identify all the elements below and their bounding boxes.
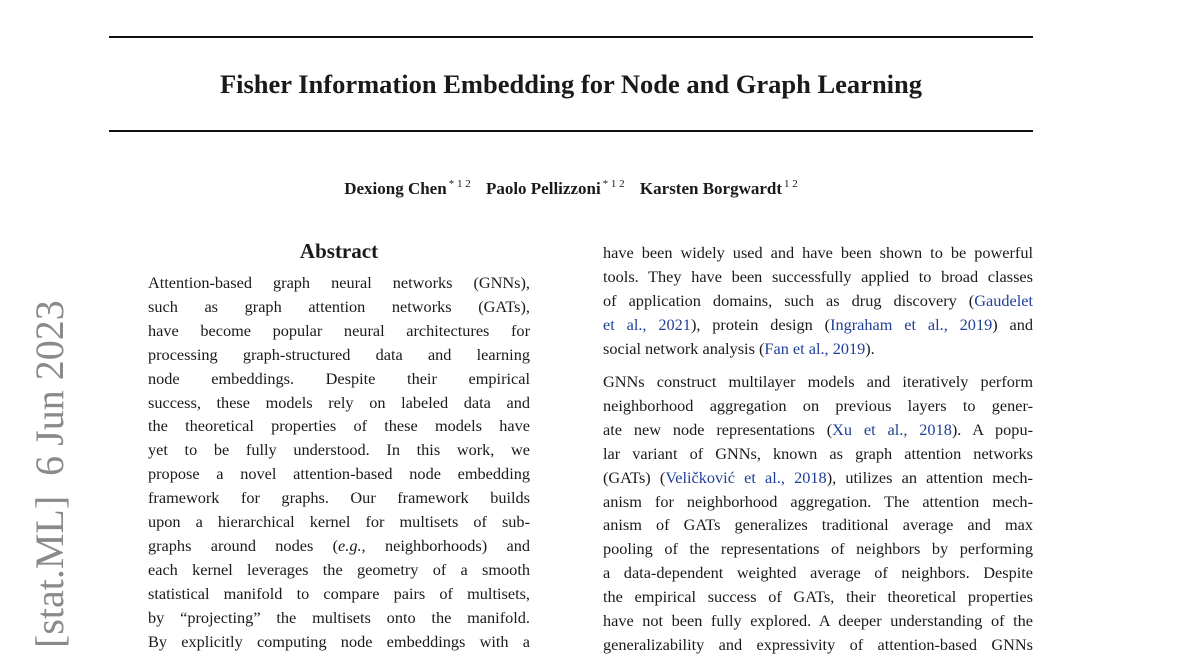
text-line: processing graph-structured data and learning — [148, 344, 530, 364]
title-bottom-rule — [109, 130, 1033, 132]
text-line: have become popular neural architectures for — [148, 320, 530, 340]
text-line: (GATs) (Veličković et al., 2018), utilizes an attention mech- — [603, 467, 1033, 487]
text-line: neighborhood aggregation on previous layers to gener- — [603, 395, 1033, 415]
text-line: graphs around nodes (e.g., neighborhoods) and — [148, 535, 531, 555]
text-line: framework for graphs. Our framework builds — [148, 488, 530, 508]
text-line: social network analysis (Fan et al., 2019). — [603, 338, 875, 358]
author-affiliation: 1 2 — [784, 178, 798, 190]
author-affiliation: * 1 2 — [448, 178, 471, 190]
citation-link[interactable]: Gaudelet — [974, 290, 1033, 310]
text-line: GNNs construct multilayer models and iteratively perform — [603, 372, 1033, 391]
text-line: yet to be fully understood. In this work, we — [148, 440, 530, 460]
abstract-heading: Abstract — [299, 239, 379, 263]
citation-link[interactable]: Xu et al., 2018 — [832, 419, 952, 439]
text-line: each kernel leverages the geometry of a smooth — [148, 559, 530, 579]
author-name: Karsten Borgwardt — [639, 179, 783, 198]
citation-link[interactable]: et al., 2021 — [603, 314, 691, 334]
author-name: Paolo Pellizzoni — [485, 179, 601, 198]
text-line: generalizability and expressivity of attention-based GNNs — [603, 634, 1033, 654]
text-line: anism of GATs generalizes traditional average and max — [603, 515, 1033, 535]
text-line: have not been fully explored. A deeper understanding of the — [603, 611, 1033, 630]
citation-link[interactable]: Ingraham et al., 2019 — [830, 314, 993, 334]
citation-link[interactable]: Veličković et al., 2018 — [665, 467, 827, 487]
text-line: tools. They have been successfully applied to broad classes — [603, 266, 1033, 286]
text-line: propose a novel attention-based node embedding — [148, 464, 530, 484]
text-line: anism for neighborhood aggregation. The attention mech- — [603, 491, 1033, 511]
text-line: et al., 2021), protein design (Ingraham et al., 2019) and — [603, 314, 1034, 334]
top-rule — [109, 36, 1033, 38]
paper-title: Fisher Information Embedding for Node and Graph Learning — [219, 69, 923, 99]
text-line: node embeddings. Despite their empirical — [148, 368, 530, 388]
text-line: ate new node representations (Xu et al., 2018). A popu- — [603, 419, 1034, 439]
text-line: success, these models rely on labeled data and — [148, 392, 530, 412]
author-list — [109, 173, 1033, 200]
arxiv-side-stamp: [stat.ML] 6 Jun 2023 — [27, 300, 72, 648]
author-affiliation: * 1 2 — [602, 178, 625, 190]
text-line: pooling of the representations of neighbors by performing — [603, 539, 1033, 559]
text-line: the theoretical properties of these models have — [148, 416, 530, 436]
text-line: of application domains, such as drug discovery (Gaudelet — [603, 290, 1033, 310]
text-line: statistical manifold to compare pairs of multisets, — [148, 583, 530, 603]
citation-link[interactable]: Fan et al., 2019 — [764, 338, 866, 358]
text-line: the empirical success of GATs, their theoretical properties — [603, 587, 1033, 607]
text-line: lar variant of GNNs, known as graph attention networks — [603, 443, 1033, 463]
text-line: By explicitly computing node embeddings with a — [148, 631, 530, 651]
text-line: a data-dependent weighted average of neighbors. Despite — [603, 563, 1033, 583]
text-line: Attention-based graph neural networks (GNNs), — [148, 273, 530, 292]
text-line: such as graph attention networks (GATs), — [148, 296, 530, 316]
text-line: upon a hierarchical kernel for multisets of sub- — [148, 512, 530, 531]
author-name: Dexiong Chen — [344, 179, 447, 198]
text-line: have been widely used and have been shown to be powerful — [603, 243, 1033, 262]
text-line: by “projecting” the multisets onto the manifold. — [148, 607, 530, 627]
